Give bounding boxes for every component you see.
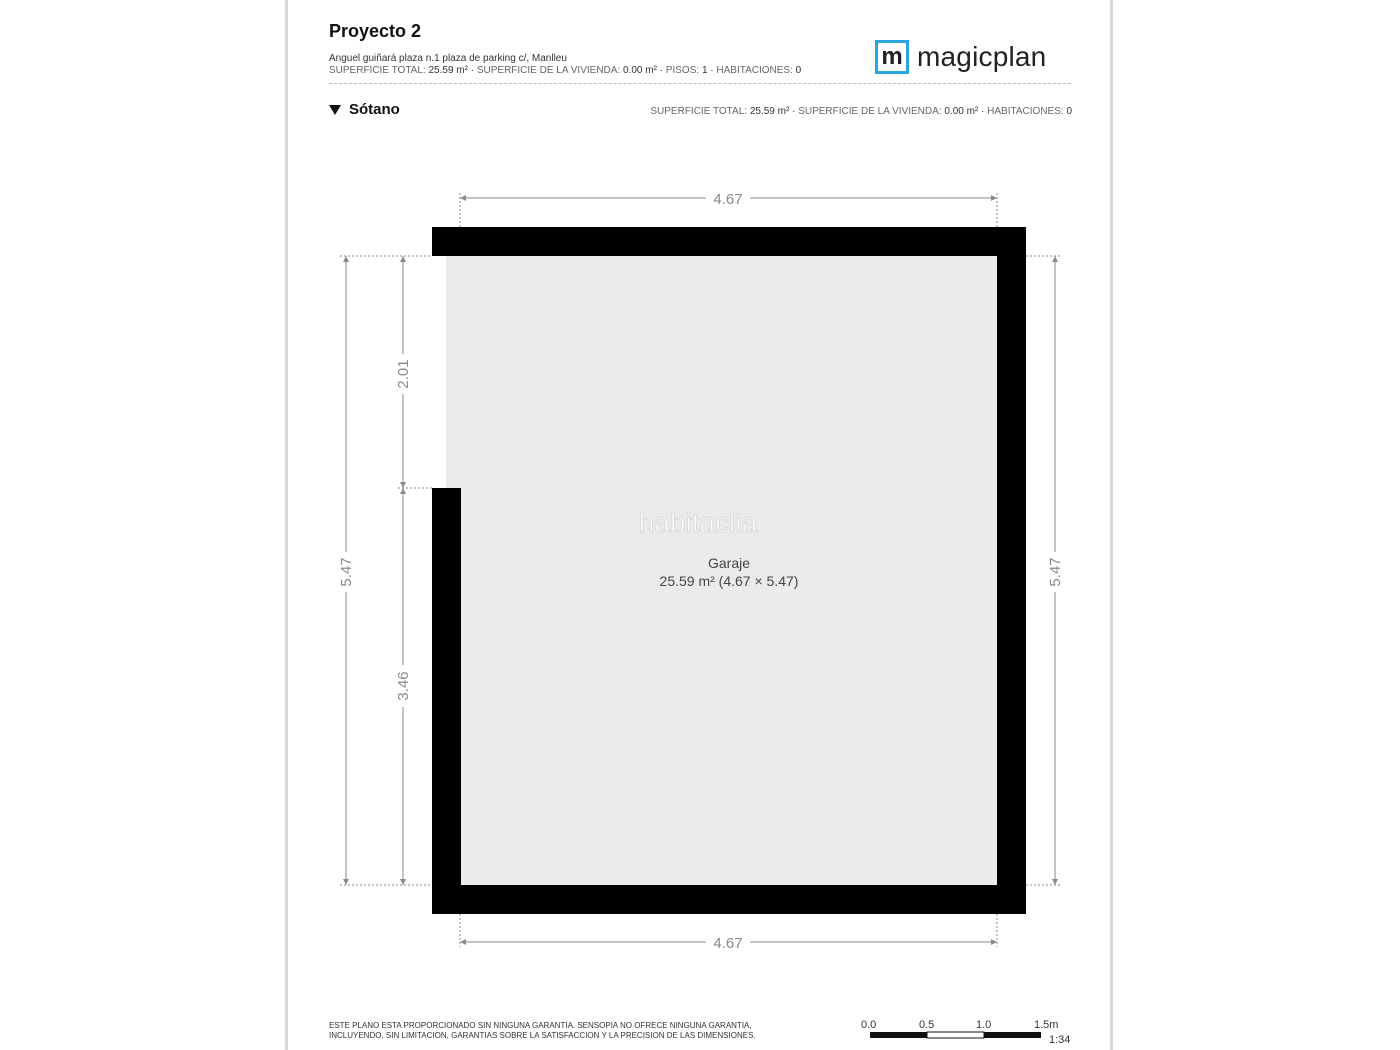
wall-left [432, 488, 461, 914]
project-title: Proyecto 2 [329, 21, 422, 41]
project-address: Anguel guiñará plaza n.1 plaza de parking c/, Manlleu [329, 53, 567, 64]
living-area-value: 0.00 m² [623, 65, 657, 76]
scale-label-3: 1.5m [1034, 1019, 1059, 1031]
dim-right-label: 5.47 [1047, 557, 1064, 587]
disclaimer-line-1: ESTE PLANO ESTA PROPORCIONADO SIN NINGUNA GARANTIA. SENSOPIA NO OFRECE NINGUNA GARANTIA, [329, 1021, 752, 1030]
total-area-label: SUPERFICIE TOTAL: [329, 65, 426, 76]
logo-text: magicplan [917, 41, 1047, 72]
dim-left-label: 5.47 [338, 557, 355, 587]
garage-floor [446, 256, 998, 886]
floor-name: Sótano [349, 101, 400, 118]
floor-rooms-label: HABITACIONES: [987, 106, 1064, 117]
rooms-label: HABITACIONES: [716, 65, 793, 76]
disclaimer-line-2: INCLUYENDO, SIN LIMITACION, GARANTIAS SOBRE LA SATISFACCION Y LA PRECISION DE LAS DIMENSIONES. [329, 1031, 756, 1040]
scale-bar [870, 1032, 1041, 1038]
floors-label: PISOS: [665, 65, 700, 76]
floor-total-label: SUPERFICIE TOTAL: [650, 106, 748, 117]
floor-total-value: 25.59 m² [749, 106, 790, 117]
room-area: 25.59 m² (4.67 × 5.47) [659, 573, 799, 589]
right-margin [1110, 0, 1400, 1050]
floor-rooms-value: 0 [1066, 106, 1072, 117]
floor-summary: SUPERFICIE TOTAL: 25.59 m² · SUPERFICIE DE LA VIVIENDA: 0.00 m² · HABITACIONES: 0 [650, 106, 1072, 117]
scale-label-1: 0.5 [919, 1019, 935, 1031]
floor-living-label: SUPERFICIE DE LA VIVIENDA: [798, 106, 942, 117]
disclaimer [329, 1021, 789, 1041]
scale-label-0: 0.0 [861, 1019, 877, 1031]
scale-label-2: 1.0 [976, 1019, 992, 1031]
rooms-value: 0 [795, 65, 802, 76]
floor-plan-drawing [288, 0, 1110, 1050]
total-area-value: 25.59 m² [428, 65, 468, 76]
wall-right [997, 227, 1026, 914]
dim-bottom-label: 4.67 [713, 935, 743, 952]
wall-bottom [432, 885, 1026, 914]
left-margin [0, 0, 288, 1050]
floor-plan-page [288, 0, 1110, 1050]
project-summary: SUPERFICIE TOTAL: 25.59 m² · SUPERFICIE DE LA VIVIENDA: 0.00 m² · PISOS: 1 · HABITACIONES: 0 [329, 65, 802, 76]
dim-wall-label: 3.46 [395, 671, 412, 701]
scale-ratio: 1:34 [1049, 1034, 1071, 1046]
living-area-label: SUPERFICIE DE LA VIVIENDA: [476, 65, 621, 76]
floor-living-value: 0.00 m² [944, 106, 979, 117]
room-name: Garaje [707, 555, 751, 571]
watermark: habitaclia [638, 507, 758, 538]
floors-value: 1 [701, 65, 708, 76]
dim-top-label: 4.67 [713, 191, 743, 208]
dim-opening-label: 2.01 [395, 359, 412, 389]
logo-mark-letter: m [881, 43, 903, 70]
wall-top [432, 227, 1026, 256]
